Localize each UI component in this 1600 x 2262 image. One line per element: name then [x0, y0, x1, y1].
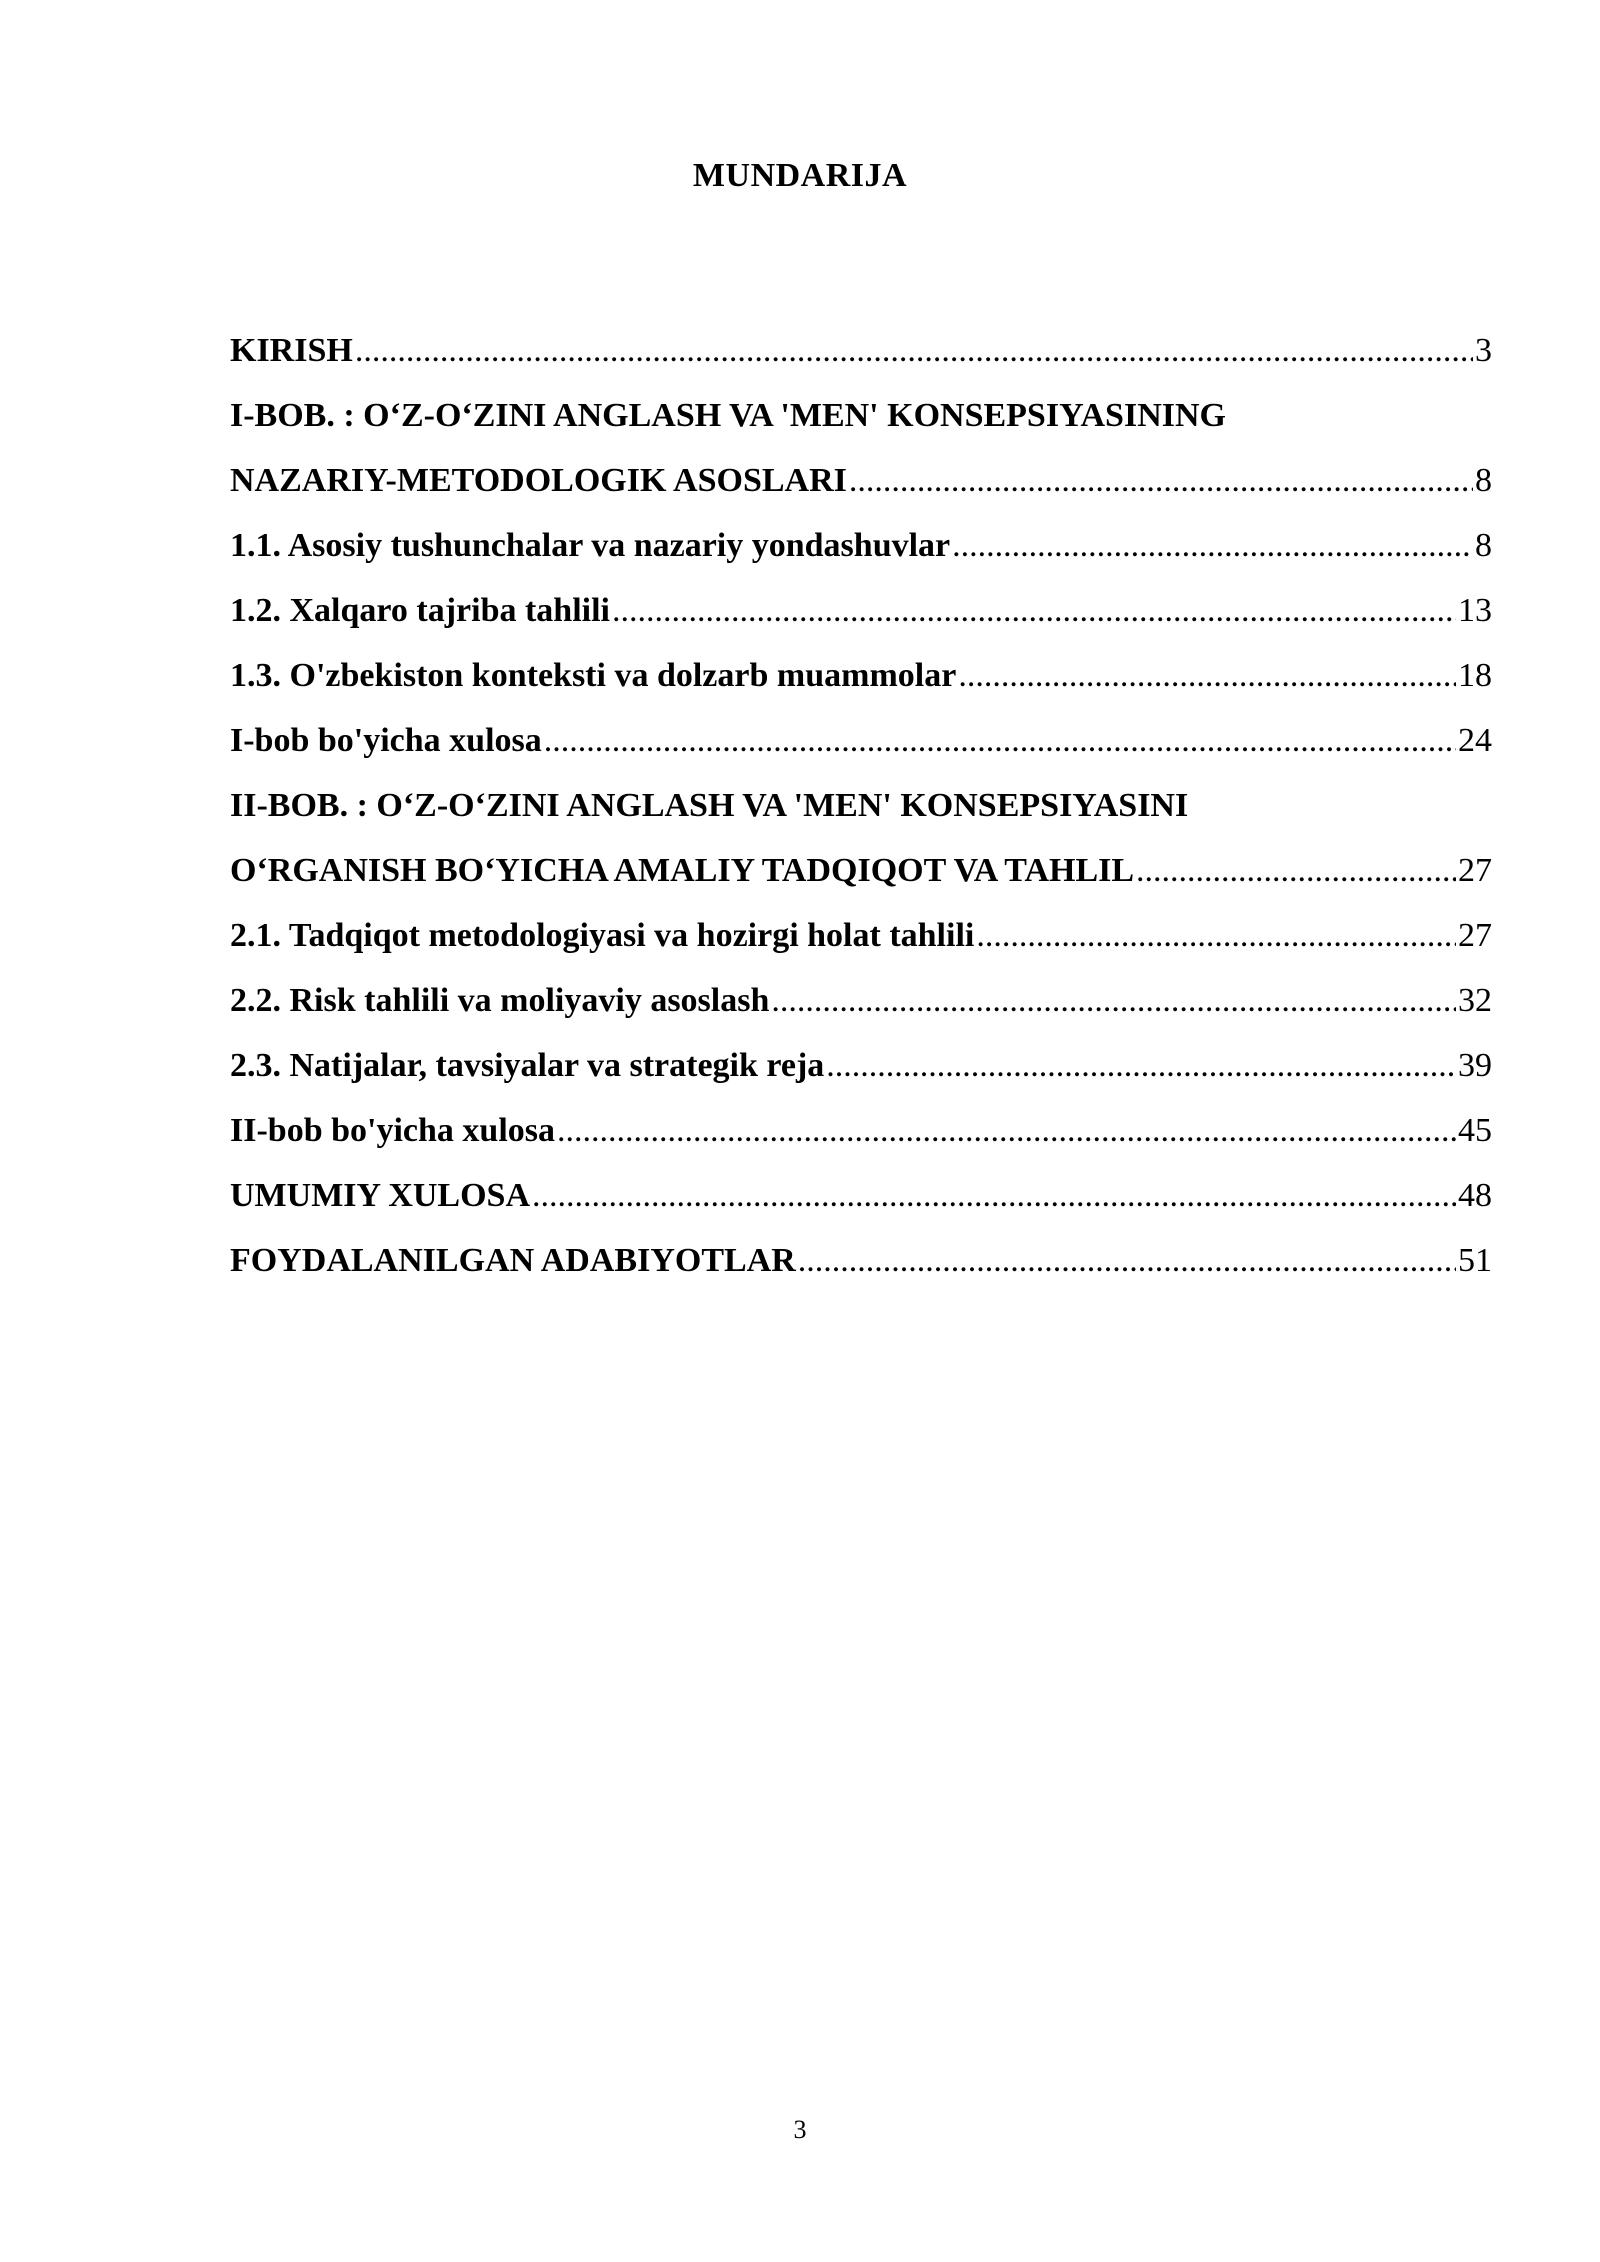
toc-entry-label: NAZARIY-METODOLOGIK ASOSLARI — [230, 462, 847, 499]
toc-leader-dots — [1136, 838, 1456, 903]
toc-entry-page: 32 — [1458, 982, 1492, 1019]
toc-entry[interactable] — [230, 838, 1492, 903]
toc-entry-page: 18 — [1458, 657, 1492, 694]
toc-leader-dots — [532, 1163, 1456, 1228]
toc-entry-label: I-bob bo'yicha xulosa — [230, 722, 542, 759]
page-number: 3 — [793, 2115, 807, 2144]
toc-entry[interactable] — [230, 643, 1492, 708]
toc-entry-label: 1.1. Asosiy tushunchalar va nazariy yondashuvlar — [230, 527, 951, 564]
toc-entry-label: 1.2. Xalqaro tajriba tahlili — [230, 592, 610, 629]
toc-leader-dots — [557, 1098, 1456, 1163]
toc-entry-page: 3 — [1475, 332, 1492, 369]
toc-entry-page: 13 — [1458, 592, 1492, 629]
toc-entry-page: 51 — [1458, 1242, 1492, 1279]
toc-leader-dots — [798, 1228, 1456, 1293]
toc-entry-label: 2.3. Natijalar, tavsiyalar va strategik reja — [230, 1047, 825, 1084]
toc-entry-page: 27 — [1458, 917, 1492, 954]
toc-entry-label: O‘RGANISH BO‘YICHA AMALIY TADQIQOT VA TAHLIL — [230, 852, 1135, 889]
toc-entry-page: 48 — [1458, 1177, 1492, 1214]
toc-entry-label: 2.2. Risk tahlili va moliyaviy asoslash — [230, 982, 770, 1019]
toc-leader-dots — [771, 968, 1456, 1033]
toc-entry[interactable] — [230, 708, 1492, 773]
toc-entry[interactable] — [230, 448, 1492, 513]
toc-entry-continued[interactable] — [230, 383, 1492, 448]
toc-entry[interactable] — [230, 318, 1492, 383]
toc-entry-continued[interactable] — [230, 773, 1492, 838]
toc-leader-dots — [355, 318, 1473, 383]
toc-entry[interactable] — [230, 1228, 1492, 1293]
toc-entry[interactable] — [230, 1098, 1492, 1163]
toc-entry-label: 1.3. O'zbekiston konteksti va dolzarb muammolar — [230, 657, 957, 694]
toc-entry-page: 8 — [1475, 527, 1492, 564]
toc-leader-dots — [612, 578, 1456, 643]
toc-entry-page: 27 — [1458, 852, 1492, 889]
toc-entry-label: UMUMIY XULOSA — [230, 1177, 531, 1214]
toc-entry-page: 24 — [1458, 722, 1492, 759]
toc-entry-page: 8 — [1475, 462, 1492, 499]
toc-entry-label: KIRISH — [230, 332, 353, 369]
toc-entry-page: 39 — [1458, 1047, 1492, 1084]
toc-entry[interactable] — [230, 513, 1492, 578]
toc-entry[interactable] — [230, 903, 1492, 968]
toc-entry-label: I-BOB. : O‘Z-O‘ZINI ANGLASH VA 'MEN' KONSEPSIYASINING — [230, 397, 1226, 434]
toc-entry[interactable] — [230, 1033, 1492, 1098]
toc-entry[interactable] — [230, 1163, 1492, 1228]
page-title: MUNDARIJA — [692, 157, 908, 194]
toc-entry[interactable] — [230, 578, 1492, 643]
toc-entry-label: FOYDALANILGAN ADABIYOTLAR — [230, 1242, 796, 1279]
toc-leader-dots — [826, 1033, 1456, 1098]
toc-entry-label: II-BOB. : O‘Z-O‘ZINI ANGLASH VA 'MEN' KONSEPSIYASINI — [230, 787, 1189, 824]
toc-entry[interactable] — [230, 968, 1492, 1033]
toc-leader-dots — [958, 643, 1456, 708]
toc-leader-dots — [544, 708, 1456, 773]
table-of-contents — [230, 318, 1492, 1293]
toc-leader-dots — [976, 903, 1456, 968]
toc-entry-label: II-bob bo'yicha xulosa — [230, 1112, 555, 1149]
toc-leader-dots — [952, 513, 1473, 578]
toc-leader-dots — [849, 448, 1473, 513]
toc-entry-label: 2.1. Tadqiqot metodologiyasi va hozirgi holat tahlili — [230, 917, 975, 954]
toc-entry-page: 45 — [1458, 1112, 1492, 1149]
